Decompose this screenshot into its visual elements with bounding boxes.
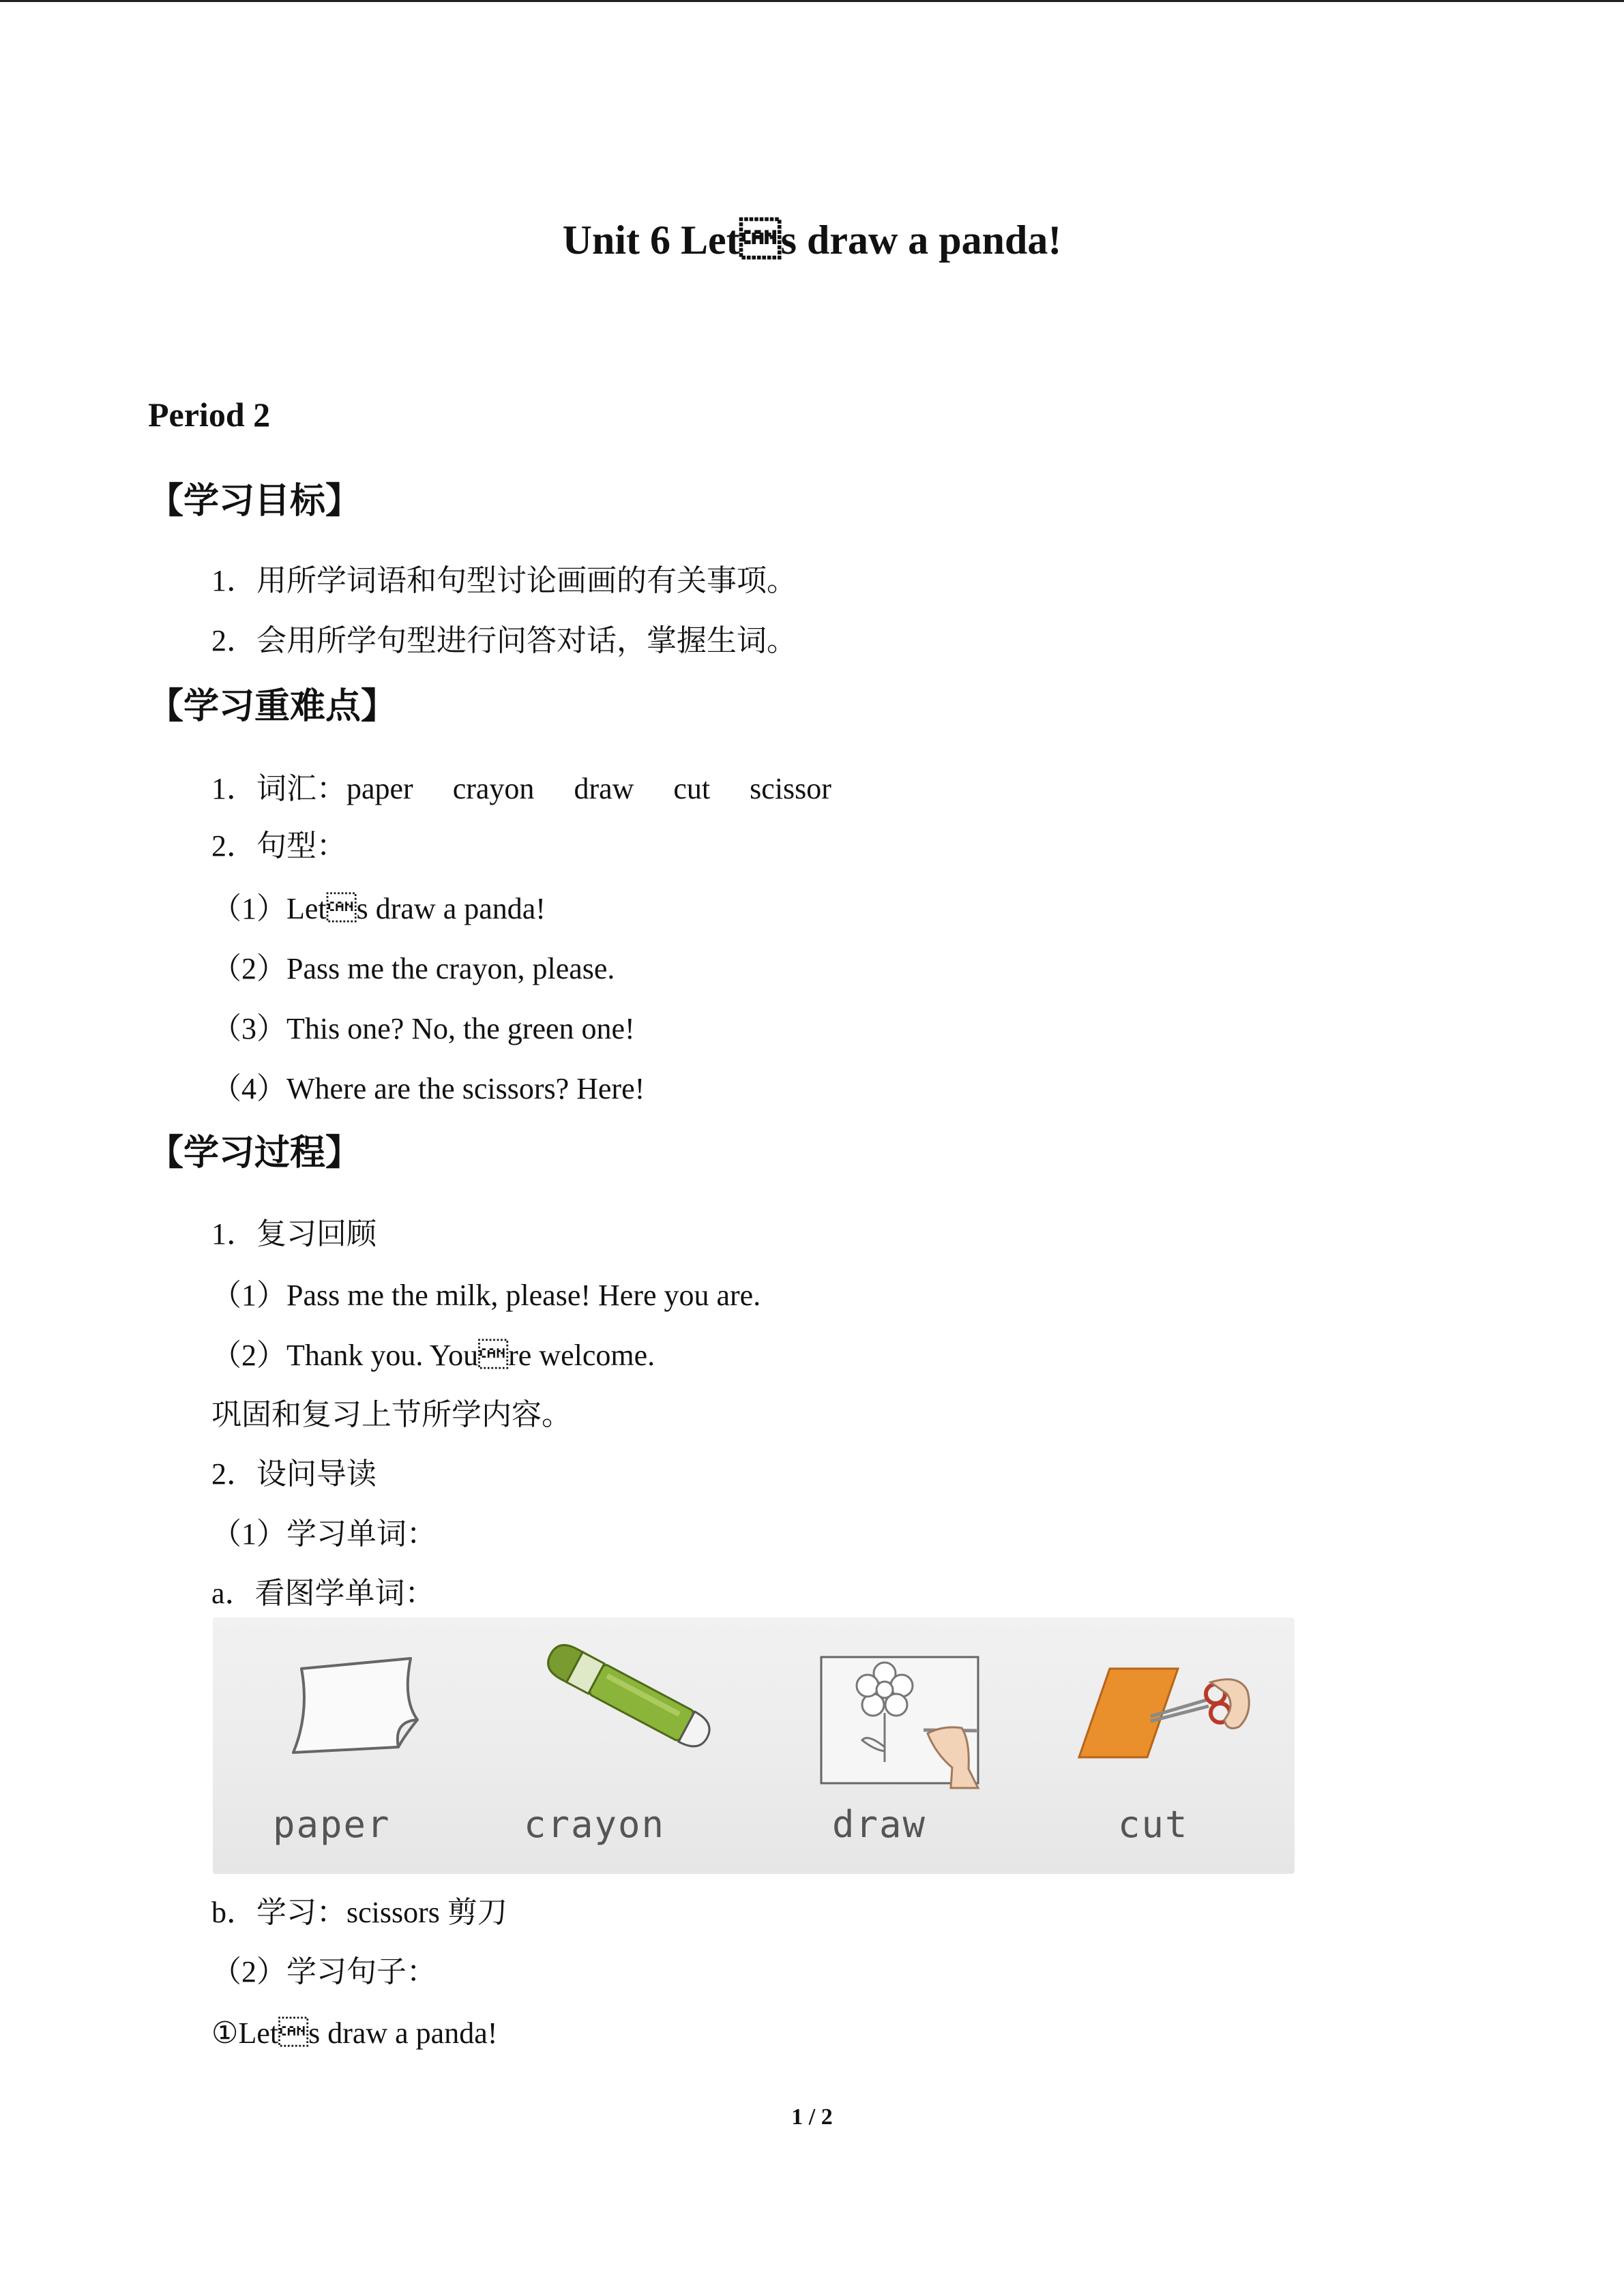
draw-illustration <box>806 1617 1011 1874</box>
scissors-cutting-icon <box>1069 1617 1273 1795</box>
objective-item: 2．会用所学句型进行问答对话，掌握生词。 <box>211 624 797 657</box>
sentences-label: （2）学习句子： <box>211 1955 437 1988</box>
review-label: 1．复习回顾 <box>211 1217 377 1251</box>
vocab-word: draw <box>574 772 634 805</box>
picture-label: a．看图学单词： <box>211 1577 435 1610</box>
vocab-prefix: 1．词汇： <box>211 772 346 805</box>
crayon-illustration <box>520 1617 738 1874</box>
pattern-item: （4）Where are the scissors? Here! <box>211 1072 645 1105</box>
pattern-label: 2．句型： <box>211 829 346 863</box>
picture-word: draw <box>832 1803 927 1846</box>
crayon-icon <box>520 1617 738 1795</box>
learn-scissors: b．学习：scissors 剪刀 <box>211 1896 507 1929</box>
vocabulary-picture <box>213 1617 1295 1874</box>
paper-icon <box>254 1617 458 1795</box>
cut-illustration <box>1069 1617 1273 1874</box>
guide-label: 2．设问导读 <box>211 1457 377 1491</box>
sentence-item: ①Lets draw a panda! <box>211 2016 498 2050</box>
words-label: （1）学习单词： <box>211 1517 437 1551</box>
drawing-hand-icon <box>806 1617 1011 1795</box>
vocab-word: crayon <box>452 772 535 805</box>
review-note: 巩固和复习上节所学内容。 <box>211 1398 572 1431</box>
top-rule <box>0 0 1624 2</box>
section-heading-process: 【学习过程】 <box>148 1133 361 1174</box>
pattern-item: （2）Pass me the crayon, please. <box>211 952 615 985</box>
picture-word: crayon <box>524 1803 666 1846</box>
vocab-word: scissor <box>750 772 831 805</box>
picture-word: cut <box>1118 1803 1189 1846</box>
review-item: （2）Thank you. Youre welcome. <box>211 1339 655 1372</box>
vocab-word: cut <box>673 772 711 805</box>
review-item: （1）Pass me the milk, please! Here you are. <box>211 1279 761 1312</box>
page-number: 1 / 2 <box>791 2104 833 2130</box>
vocab-line <box>211 769 831 809</box>
paper-illustration <box>254 1617 458 1874</box>
period-heading: Period 2 <box>148 396 271 434</box>
section-heading-objectives: 【学习目标】 <box>148 481 361 522</box>
vocab-word: paper <box>346 772 413 805</box>
pattern-item: （3）This one? No, the green one! <box>211 1012 635 1045</box>
objective-item: 1．用所学词语和句型讨论画画的有关事项。 <box>211 564 797 597</box>
section-heading-key-points: 【学习重难点】 <box>148 686 397 727</box>
document-title: Unit 6 Lets draw a panda! <box>562 218 1062 263</box>
picture-word: paper <box>273 1803 391 1846</box>
pattern-item: （1）Lets draw a panda! <box>211 892 546 925</box>
